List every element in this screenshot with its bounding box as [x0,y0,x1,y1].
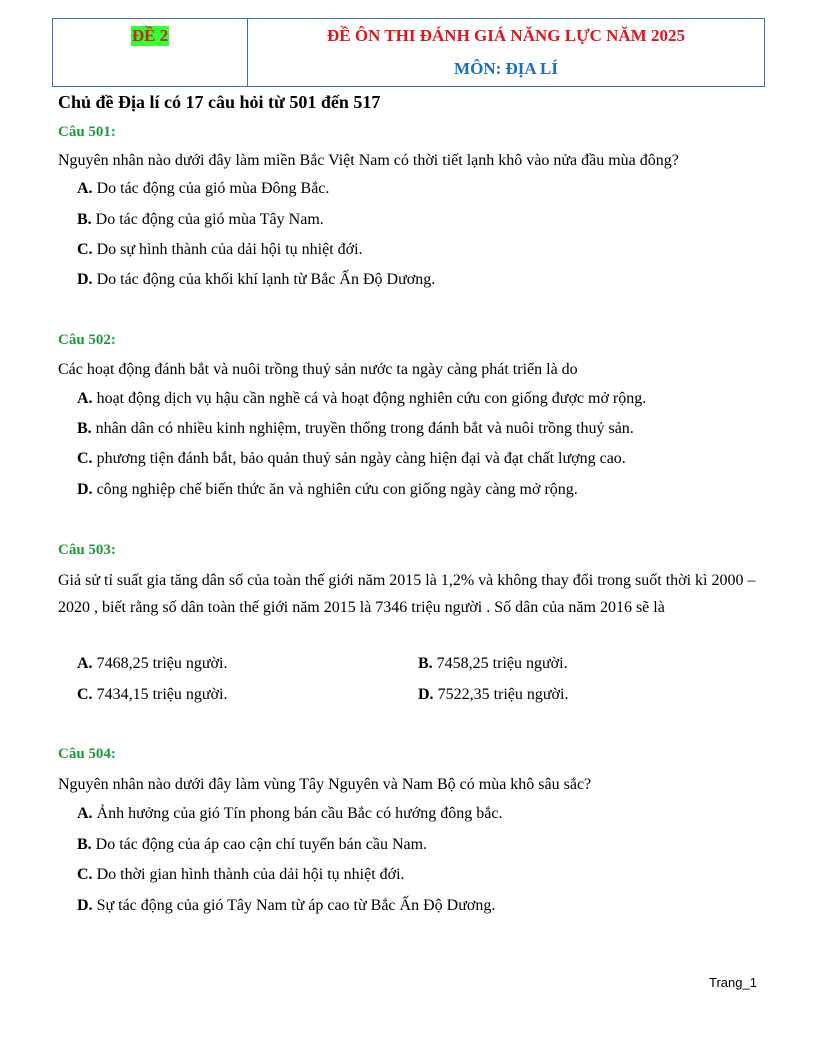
option-text: Do tác động của gió mùa Đông Bắc. [92,180,330,197]
answer-option [77,836,427,854]
answer-option [77,481,578,499]
question-label: Câu 502: [58,332,116,348]
exam-subject: MÔN: ĐỊA LÍ [454,59,558,78]
option-text: Do sự hình thành của dải hội tụ nhiệt đới. [92,241,363,258]
option-text: Do tác động của áp cao cận chí tuyến bán cầu Nam. [91,836,428,853]
topic-heading: Chủ đề Địa lí có 17 câu hỏi từ 501 đến 517 [58,92,381,112]
option-key: A. [77,655,93,672]
answer-option [77,211,324,229]
option-key: D. [418,686,434,703]
option-text: Sự tác động của gió Tây Nam từ áp cao từ Bắc Ấn Độ Dương. [92,897,496,914]
option-key: C. [77,686,93,703]
option-text: công nghiệp chế biến thức ăn và nghiên cứu con giống ngày càng mở rộng. [92,481,578,498]
option-text: hoạt động dịch vụ hậu cần nghề cá và hoạt động nghiên cứu con giống được mở rộng. [92,390,647,407]
option-key: D. [77,481,93,498]
option-text: 7522,35 triệu người. [433,686,569,703]
option-key: B. [418,655,433,672]
option-key: A. [77,180,93,197]
option-key: B. [77,836,92,853]
question-label: Câu 504: [58,746,116,762]
option-key: A. [77,805,93,822]
question-text: Nguyên nhân nào dưới đây làm vùng Tây Nguyên và Nam Bộ có mùa khô sâu sắc? [58,776,592,793]
option-key: B. [77,211,92,228]
question-text: Giả sử tỉ suất gia tăng dân số của toàn thế giới năm 2015 là 1,2% và không thay đổi trong suốt thời kì 2000 – 2020 , biết rằng số dân toàn thế giới năm 2015 là 7346 triệu người . Số dân của năm 2016 sẽ là [58,572,756,616]
option-text: Do thời gian hình thành của dải hội tụ nhiệt đới. [92,866,405,883]
option-text: Do tác động của gió mùa Tây Nam. [91,211,324,228]
exam-header-table [52,18,765,87]
option-key: D. [77,271,93,288]
option-key: D. [77,897,93,914]
option-key: A. [77,390,93,407]
option-key: C. [77,866,93,883]
answer-option [77,897,495,915]
question-label: Câu 501: [58,124,116,140]
option-text: 7458,25 triệu người. [432,655,568,672]
option-key: C. [77,450,93,467]
exam-number-cell [53,19,248,86]
question-label: Câu 503: [58,542,116,558]
answer-option [77,805,502,823]
option-key: B. [77,420,92,437]
answer-option [77,655,227,673]
answer-option [77,271,435,289]
answer-option [77,866,405,884]
question-text: Nguyên nhân nào dưới đây làm miền Bắc Việt Nam có thời tiết lạnh khô vào nửa đầu mùa đông? [58,152,679,169]
answer-option [77,450,626,468]
option-key: C. [77,241,93,258]
exam-number: ĐỀ 2 [131,26,169,45]
answer-option [77,420,634,438]
option-text: Ảnh hưởng của gió Tín phong bán cầu Bắc có hướng đông bắc. [92,805,503,822]
option-text: nhân dân có nhiều kinh nghiệm, truyền thống trong đánh bắt và nuôi trồng thuỷ sản. [91,420,634,437]
page-number: Trang_1 [709,975,757,990]
option-text: 7468,25 triệu người. [92,655,228,672]
option-text: 7434,15 triệu người. [92,686,228,703]
answer-option [77,686,227,704]
answer-option [77,180,329,198]
answer-option [77,390,646,408]
question-text: Các hoạt động đánh bắt và nuôi trồng thuỷ sản nước ta ngày càng phát triển là do [58,361,578,378]
option-text: Do tác động của khối khí lạnh từ Bắc Ấn Độ Dương. [92,271,436,288]
option-text: phương tiện đánh bắt, bảo quản thuỷ sản ngày càng hiện đại và đạt chất lượng cao. [92,450,626,467]
answer-option [77,241,363,259]
answer-option [418,686,568,704]
answer-option [418,655,568,673]
exam-title-cell [248,19,764,86]
exam-title: ĐỀ ÔN THI ĐÁNH GIÁ NĂNG LỰC NĂM 2025 [327,26,685,45]
